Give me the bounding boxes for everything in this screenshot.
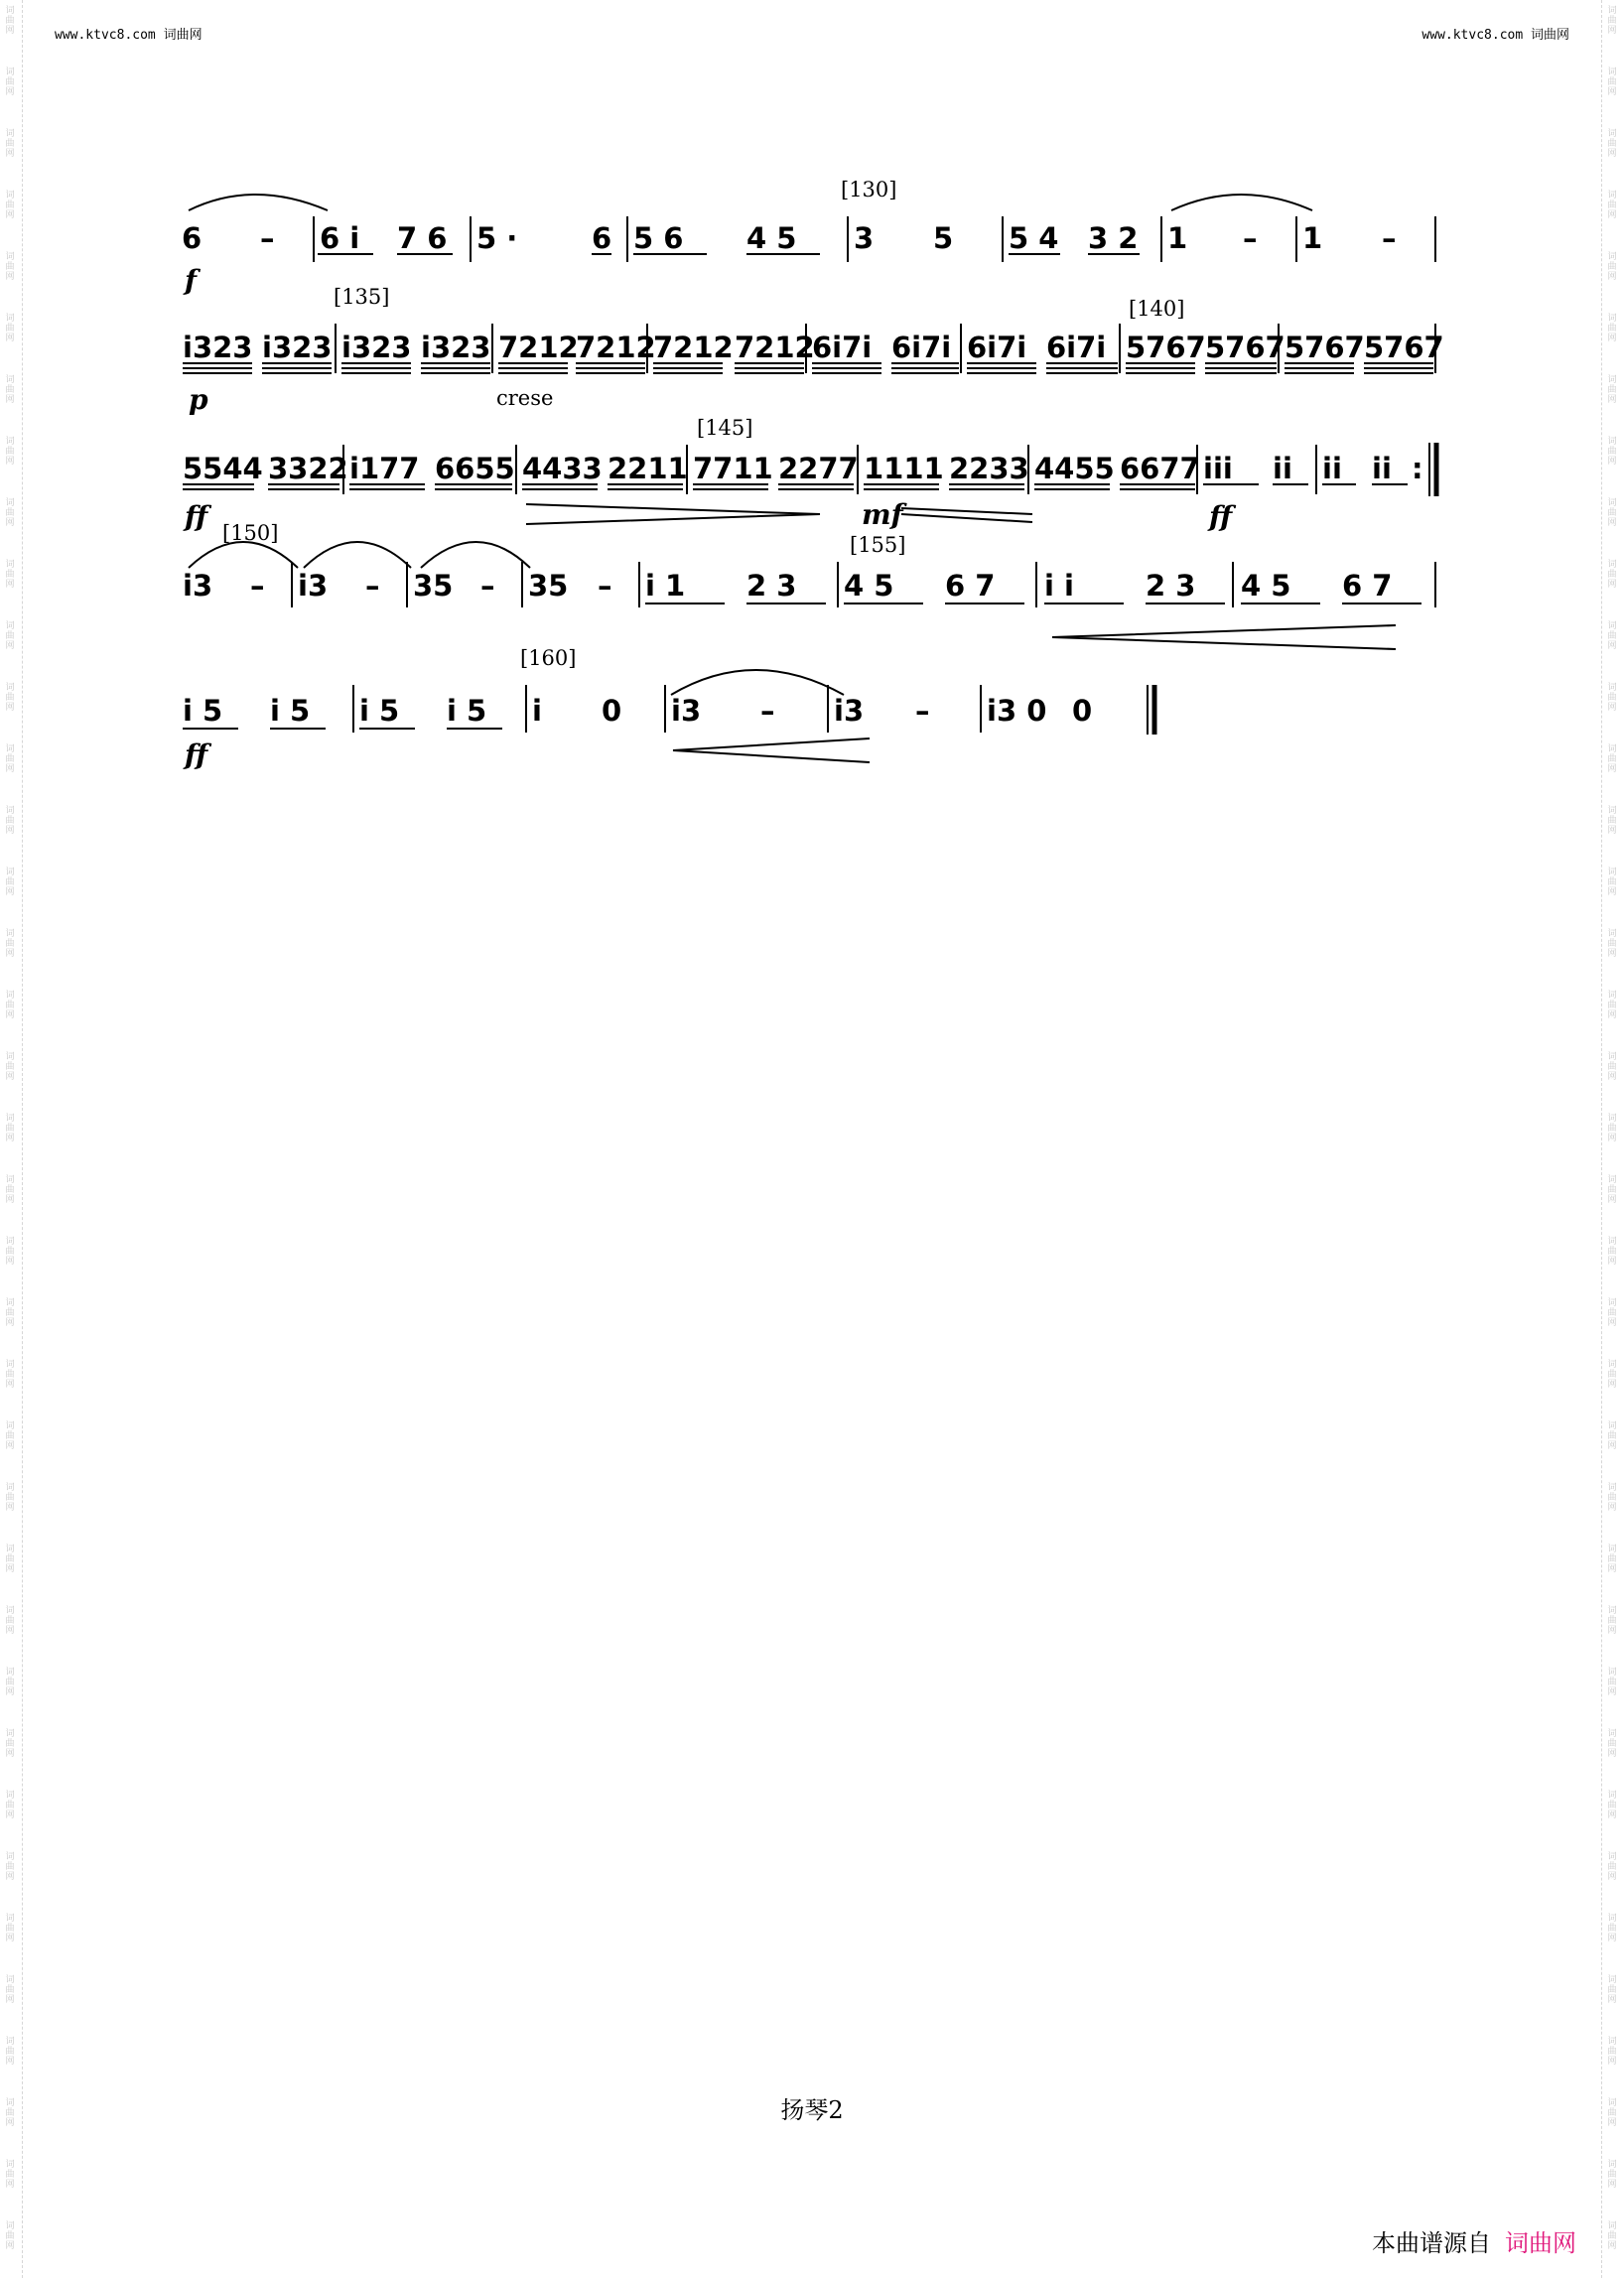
note-group: 5767 [1126,331,1206,364]
watermark-glyph: 词 曲 网 [1607,1914,1617,1943]
note: 1 [1167,221,1188,255]
watermark-glyph: 词 曲 网 [5,1052,15,1082]
dynamic-p: p [189,383,208,416]
watermark-glyph: 词 曲 网 [1607,1421,1617,1451]
note-group: i323 [341,331,412,364]
watermark-glyph: 词 曲 网 [5,868,15,897]
watermark-glyph: 词 曲 网 [1607,6,1617,36]
note: 5 4 [1009,221,1059,255]
watermark-glyph: 词 曲 网 [1607,744,1617,774]
measure-mark-130: [130] [841,178,897,201]
watermark-glyph: 词 曲 网 [1607,1052,1617,1082]
note: 3 2 [1088,221,1139,255]
note: 6 7 [945,569,996,603]
watermark-glyph: 词 曲 网 [1607,437,1617,467]
watermark-glyph: 词 曲 网 [5,621,15,651]
note-group: 5544 [183,452,263,485]
note: – [915,694,930,728]
note-group: 6655 [435,452,515,485]
note-group: i323 [262,331,333,364]
slur [421,542,530,568]
watermark-glyph: 词 曲 网 [5,1175,15,1205]
triple-beams [183,363,1433,373]
watermark-glyph: 词 曲 网 [5,437,15,467]
watermark-glyph: 词 曲 网 [5,2037,15,2067]
slur [189,195,328,210]
note: i i [1044,569,1074,603]
note-group: ii [1372,452,1392,485]
note: 3 [854,221,875,255]
chord: i3 [671,694,702,728]
note-group: i177 [349,452,420,485]
rest: 0 [602,694,622,728]
repeat-dots: : [1412,452,1423,485]
watermark-glyph: 词 曲 网 [1607,67,1617,97]
watermark-glyph: 词 曲 网 [5,1483,15,1513]
watermark-glyph: 词 曲 网 [5,991,15,1020]
watermark-glyph: 词 曲 网 [1607,1483,1617,1513]
note: 2 3 [1146,569,1196,603]
watermark-glyph: 词 曲 网 [5,744,15,774]
dynamic-ff: ff [185,500,208,533]
crescendo-hairpin [1052,625,1396,649]
note: 5 6 [633,221,684,255]
watermark-glyph: 词 曲 网 [1607,991,1617,1020]
slur [304,542,411,568]
watermark-glyph: 词 曲 网 [5,1237,15,1267]
header-left-url[interactable]: www.ktvc8.com 词曲网 [55,28,203,43]
note-group: 6i7i [891,331,952,364]
note: – [365,569,380,603]
note-group: 7212 [735,331,815,364]
watermark-glyph: 词 曲 网 [5,1975,15,2005]
watermark-glyph: 词 曲 网 [1607,314,1617,343]
chord: i3 0 [987,694,1047,728]
note-group: 5767 [1205,331,1286,364]
watermark-glyph: 词 曲 网 [1607,1975,1617,2005]
watermark-glyph: 词 曲 网 [5,806,15,836]
note-group: ii [1322,452,1342,485]
slur [671,670,844,695]
dynamic-ff: ff [1209,500,1233,533]
watermark-glyph: 词 曲 网 [1607,621,1617,651]
system-4 [183,521,1435,649]
note-group: i323 [421,331,491,364]
watermark-glyph: 词 曲 网 [1607,1114,1617,1143]
watermark-glyph: 词 曲 网 [5,2098,15,2128]
note: 6 i [320,221,360,255]
note-group: 6i7i [812,331,873,364]
note: i 1 [645,569,686,603]
watermark-glyph: 词 曲 网 [1607,1729,1617,1759]
note-group: ii [1273,452,1292,485]
watermark-glyph: 词 曲 网 [1607,868,1617,897]
note-group: 3322 [268,452,348,485]
system-2 [183,285,1444,416]
note-group: 4433 [522,452,603,485]
note-group: 7212 [653,331,734,364]
note: i 5 [359,694,400,728]
watermark-glyph: 词 曲 网 [1607,1298,1617,1328]
watermark-glyph: 词 曲 网 [5,1791,15,1820]
watermark-glyph: 词 曲 网 [1607,560,1617,590]
chord: i3 [298,569,329,603]
dynamic-mf: mf [862,498,903,531]
note-group: 5767 [1364,331,1444,364]
system-3 [183,416,1436,533]
note: i 5 [447,694,487,728]
watermark-glyph: 词 曲 网 [1607,1791,1617,1820]
watermark-glyph: 词 曲 网 [5,129,15,159]
note: 5 · [476,221,518,255]
watermark-glyph: 词 曲 网 [5,1606,15,1636]
measure-mark-160: [160] [520,646,577,670]
watermark-glyph: 词 曲 网 [1607,375,1617,405]
watermark-glyph: 词 曲 网 [1607,1175,1617,1205]
part-name: 扬琴2 [780,2096,844,2124]
watermark-glyph: 词 曲 网 [1607,191,1617,220]
watermark-glyph: 词 曲 网 [5,498,15,528]
note-group: 7212 [576,331,656,364]
note-group: 6i7i [1046,331,1107,364]
watermark-glyph: 词 曲 网 [1607,2037,1617,2067]
watermark-glyph: 词 曲 网 [1607,1668,1617,1697]
dynamic-ff: ff [185,738,208,771]
expression-crese: crese [496,386,554,410]
measure-mark-150: [150] [222,521,279,545]
watermark-glyph: 词 曲 网 [5,1360,15,1390]
note-group: 2277 [778,452,859,485]
measure-mark-135: [135] [334,285,390,309]
system-5 [183,646,1154,771]
watermark-glyph: 词 曲 网 [5,1298,15,1328]
note: 7 6 [397,221,448,255]
watermark-glyph: 词 曲 网 [5,1668,15,1697]
dynamic-f: f [185,264,198,297]
rest: 0 [1072,694,1093,728]
watermark-glyph: 词 曲 网 [1607,1544,1617,1574]
watermark-glyph: 词 曲 网 [1607,252,1617,282]
note-group: 6677 [1120,452,1200,485]
watermark-glyph: 词 曲 网 [5,929,15,959]
note: 6 [182,221,203,255]
decrescendo-hairpin [526,504,820,524]
watermark-glyph: 词 曲 网 [5,1852,15,1882]
watermark-glyph: 词 曲 网 [5,1114,15,1143]
watermark-glyph: 词 曲 网 [5,1729,15,1759]
chord: 35 [413,569,454,603]
note-group: 4455 [1034,452,1115,485]
note-group: 7212 [498,331,579,364]
source-credit [1372,2223,1576,2258]
note-group: iii [1203,452,1233,485]
watermark-glyph: 词 曲 网 [1607,129,1617,159]
note: i [532,694,542,728]
slur [1171,195,1312,210]
source-brand-link[interactable]: 词曲网 [1505,2229,1576,2257]
note: – [760,694,775,728]
measure-mark-145: [145] [697,416,753,440]
note-group: 6i7i [967,331,1027,364]
watermark-glyph: 词 曲 网 [1607,929,1617,959]
note: 6 7 [1342,569,1393,603]
watermark-glyph: 词 曲 网 [5,191,15,220]
watermark-glyph: 词 曲 网 [5,2221,15,2251]
note: – [1243,221,1258,255]
note: – [250,569,265,603]
note: 2 3 [746,569,797,603]
note-group: 7711 [693,452,773,485]
note-group: i323 [183,331,253,364]
watermark-glyph: 词 曲 网 [1607,1237,1617,1267]
note: 5 [933,221,954,255]
header-right-url[interactable]: www.ktvc8.com 词曲网 [1421,28,1569,43]
watermark-glyph: 词 曲 网 [5,1914,15,1943]
measure-mark-140: [140] [1129,297,1185,321]
watermark-glyph: 词 曲 网 [5,375,15,405]
system-1 [182,178,1435,297]
source-prefix: 本曲谱源自 [1372,2229,1491,2257]
note: – [480,569,495,603]
note: 4 5 [746,221,797,255]
watermark-glyph: 词 曲 网 [5,560,15,590]
watermark-glyph: 词 曲 网 [5,2160,15,2190]
note: 4 5 [1241,569,1291,603]
crescendo-hairpin [673,738,870,762]
watermark-glyph: 词 曲 网 [1607,1360,1617,1390]
note: – [1382,221,1397,255]
note: – [598,569,612,603]
watermark-glyph: 词 曲 网 [5,1421,15,1451]
watermark-glyph: 词 曲 网 [5,6,15,36]
note: i 5 [270,694,311,728]
watermark-glyph: 词 曲 网 [1607,1852,1617,1882]
note: 4 5 [844,569,894,603]
watermark-glyph: 词 曲 网 [1607,1606,1617,1636]
watermark-glyph: 词 曲 网 [5,314,15,343]
note-group: 2211 [608,452,688,485]
watermark-glyph: 词 曲 网 [1607,2098,1617,2128]
watermark-glyph: 词 曲 网 [1607,498,1617,528]
double-beams [183,484,1408,489]
measure-mark-155: [155] [850,533,906,557]
note-group: 2233 [949,452,1029,485]
slur [189,542,298,568]
watermark-glyph: 词 曲 网 [1607,683,1617,713]
watermark-glyph: 词 曲 网 [5,683,15,713]
note: 1 [1302,221,1323,255]
watermark-glyph: 词 曲 网 [1607,2160,1617,2190]
note-group: 1111 [864,452,944,485]
watermark-glyph: 词 曲 网 [1607,2221,1617,2251]
chord: i3 [183,569,213,603]
chord: 35 [528,569,569,603]
crescendo-hairpin [901,508,1032,522]
chord: i3 [834,694,865,728]
note: i 5 [183,694,223,728]
watermark-glyph: 词 曲 网 [5,67,15,97]
note: 6 [592,221,612,255]
watermark-glyph: 词 曲 网 [5,252,15,282]
note-group: 5767 [1285,331,1365,364]
watermark-glyph: 词 曲 网 [1607,806,1617,836]
note: – [260,221,275,255]
watermark-glyph: 词 曲 网 [5,1544,15,1574]
